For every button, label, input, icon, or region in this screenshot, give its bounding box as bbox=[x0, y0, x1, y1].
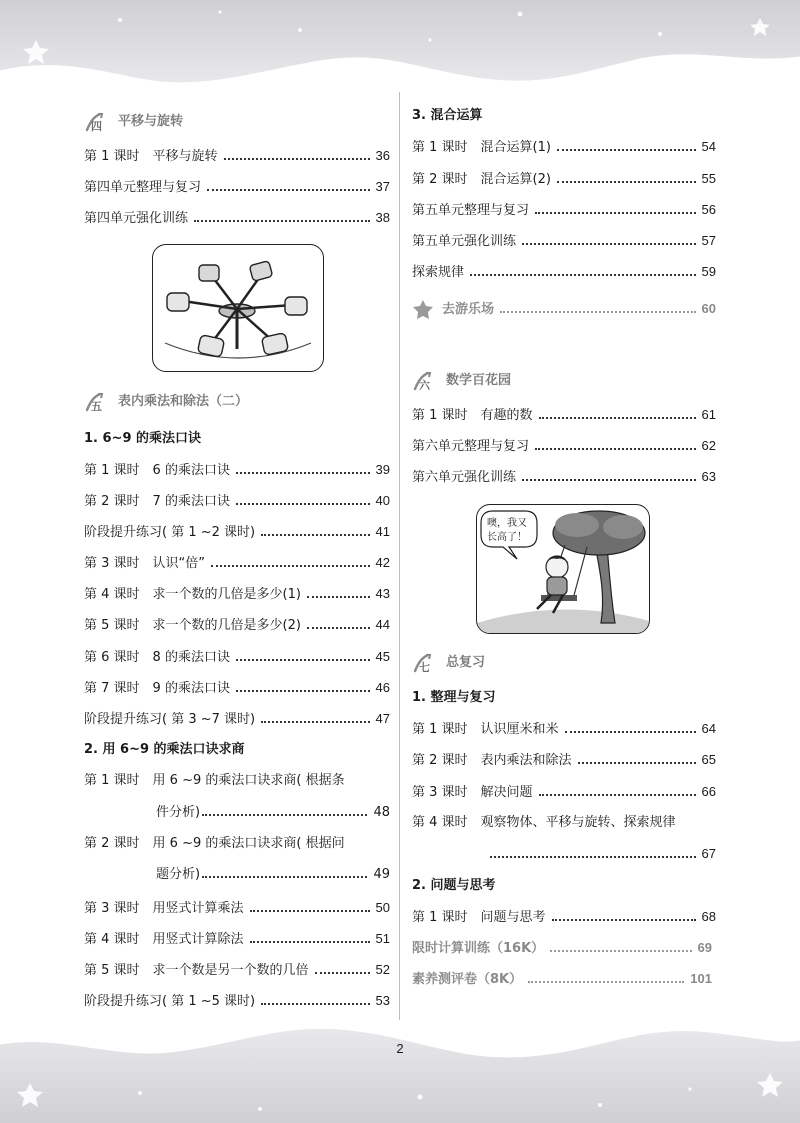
speech-bubble-text: 噢，我又长高了！ bbox=[487, 518, 527, 543]
toc-entry[interactable]: 第 1 课时 平移与旋转 36 bbox=[84, 148, 390, 164]
toc-entry[interactable]: 阶段提升练习( 第 1 ~2 课时) 41 bbox=[84, 524, 390, 540]
toc-entry[interactable]: 第 5 课时 求一个数是另一个数的几倍 52 bbox=[84, 962, 390, 978]
section-five-title: 表内乘法和除法（二） bbox=[118, 394, 249, 409]
toc-entry[interactable]: 第 2 课时 混合运算(2) 55 bbox=[412, 171, 716, 187]
toc-entry[interactable]: 第 2 课时 用 6 ~9 的乘法口诀求商( 根据问 bbox=[84, 836, 345, 851]
toc-entry[interactable]: 第 1 课时 混合运算(1) 54 bbox=[412, 139, 716, 155]
subsection-heading: 2. 问题与思考 bbox=[412, 878, 496, 893]
toc-entry[interactable]: 第 1 课时 问题与思考 68 bbox=[412, 909, 716, 925]
column-divider bbox=[399, 92, 400, 1020]
toc-entry-continuation[interactable]: 67 bbox=[412, 844, 716, 864]
toc-entry[interactable]: 第 1 课时 用 6 ~9 的乘法口诀求商( 根据条 bbox=[84, 773, 345, 788]
toc-entry[interactable]: 第 6 课时 8 的乘法口诀 45 bbox=[84, 649, 390, 665]
unit-six-icon bbox=[412, 370, 438, 392]
page-number: 2 bbox=[396, 1041, 404, 1056]
toc-entry[interactable]: 第 1 课时 6 的乘法口诀 39 bbox=[84, 462, 390, 478]
star-icon bbox=[412, 299, 434, 319]
toc-entry[interactable]: 第 3 课时 解决问题 66 bbox=[412, 784, 716, 800]
toc-entry[interactable]: 第五单元强化训练 57 bbox=[412, 233, 716, 249]
toc-entry[interactable]: 第六单元整理与复习 62 bbox=[412, 438, 716, 454]
unit-five-icon bbox=[84, 391, 110, 413]
section-six-heading bbox=[412, 369, 511, 393]
svg-text:五: 五 bbox=[91, 400, 102, 413]
toc-entry[interactable]: 第 2 课时 表内乘法和除法 65 bbox=[412, 752, 716, 768]
unit-four-icon bbox=[84, 111, 110, 133]
subsection-heading: 1. 整理与复习 bbox=[412, 690, 496, 705]
svg-text:六: 六 bbox=[419, 379, 430, 392]
toc-entry[interactable]: 第 4 课时 用竖式计算除法 51 bbox=[84, 931, 390, 947]
toc-entry-amusement-park[interactable]: 去游乐场 60 bbox=[412, 297, 716, 321]
subsection-heading: 3. 混合运算 bbox=[412, 108, 483, 123]
top-decorative-band bbox=[0, 0, 800, 105]
toc-entry[interactable]: 第 5 课时 求一个数的几倍是多少(2) 44 bbox=[84, 617, 390, 633]
section-six-title: 数学百花园 bbox=[446, 373, 512, 388]
swing-illustration bbox=[476, 504, 650, 634]
section-five-heading bbox=[84, 390, 248, 414]
carousel-illustration bbox=[152, 244, 324, 372]
svg-text:七: 七 bbox=[419, 661, 430, 674]
toc-entry[interactable]: 第六单元强化训练 63 bbox=[412, 469, 716, 485]
toc-entry[interactable]: 第五单元整理与复习 56 bbox=[412, 202, 716, 218]
toc-entry[interactable]: 第 3 课时 认识“倍” 42 bbox=[84, 555, 390, 571]
toc-entry-assessment[interactable]: 素养测评卷（8K） 101 bbox=[412, 971, 712, 987]
toc-entry[interactable]: 第四单元强化训练 38 bbox=[84, 210, 390, 226]
section-seven-heading bbox=[412, 651, 485, 675]
unit-seven-icon bbox=[412, 652, 438, 674]
section-four-heading bbox=[84, 110, 183, 134]
toc-entry[interactable]: 第 7 课时 9 的乘法口诀 46 bbox=[84, 680, 390, 696]
toc-entry-continuation[interactable]: 题分析) 49 bbox=[156, 867, 390, 882]
toc-entry[interactable]: 探索规律 59 bbox=[412, 264, 716, 280]
toc-entry-speed-training[interactable]: 限时计算训练（16K） 69 bbox=[412, 940, 712, 956]
subsection-heading: 1. 6~9 的乘法口诀 bbox=[84, 431, 202, 446]
section-four-title: 平移与旋转 bbox=[118, 114, 184, 129]
section-seven-title: 总复习 bbox=[446, 655, 486, 670]
svg-text:四: 四 bbox=[91, 120, 102, 133]
toc-entry[interactable]: 第 1 课时 认识厘米和米 64 bbox=[412, 721, 716, 737]
toc-entry[interactable]: 阶段提升练习( 第 1 ~5 课时) 53 bbox=[84, 993, 390, 1009]
toc-entry[interactable]: 第 4 课时 观察物体、平移与旋转、探索规律 bbox=[412, 815, 676, 830]
toc-entry[interactable]: 阶段提升练习( 第 3 ~7 课时) 47 bbox=[84, 711, 390, 727]
toc-entry-continuation[interactable]: 件分析) 48 bbox=[156, 805, 390, 820]
subsection-heading: 2. 用 6~9 的乘法口诀求商 bbox=[84, 742, 245, 757]
toc-entry[interactable]: 第 3 课时 用竖式计算乘法 50 bbox=[84, 900, 390, 916]
toc-entry[interactable]: 第 4 课时 求一个数的几倍是多少(1) 43 bbox=[84, 586, 390, 602]
toc-entry[interactable]: 第 2 课时 7 的乘法口诀 40 bbox=[84, 493, 390, 509]
bottom-decorative-band bbox=[0, 1013, 800, 1123]
toc-entry[interactable]: 第四单元整理与复习 37 bbox=[84, 179, 390, 195]
toc-entry[interactable]: 第 1 课时 有趣的数 61 bbox=[412, 407, 716, 423]
